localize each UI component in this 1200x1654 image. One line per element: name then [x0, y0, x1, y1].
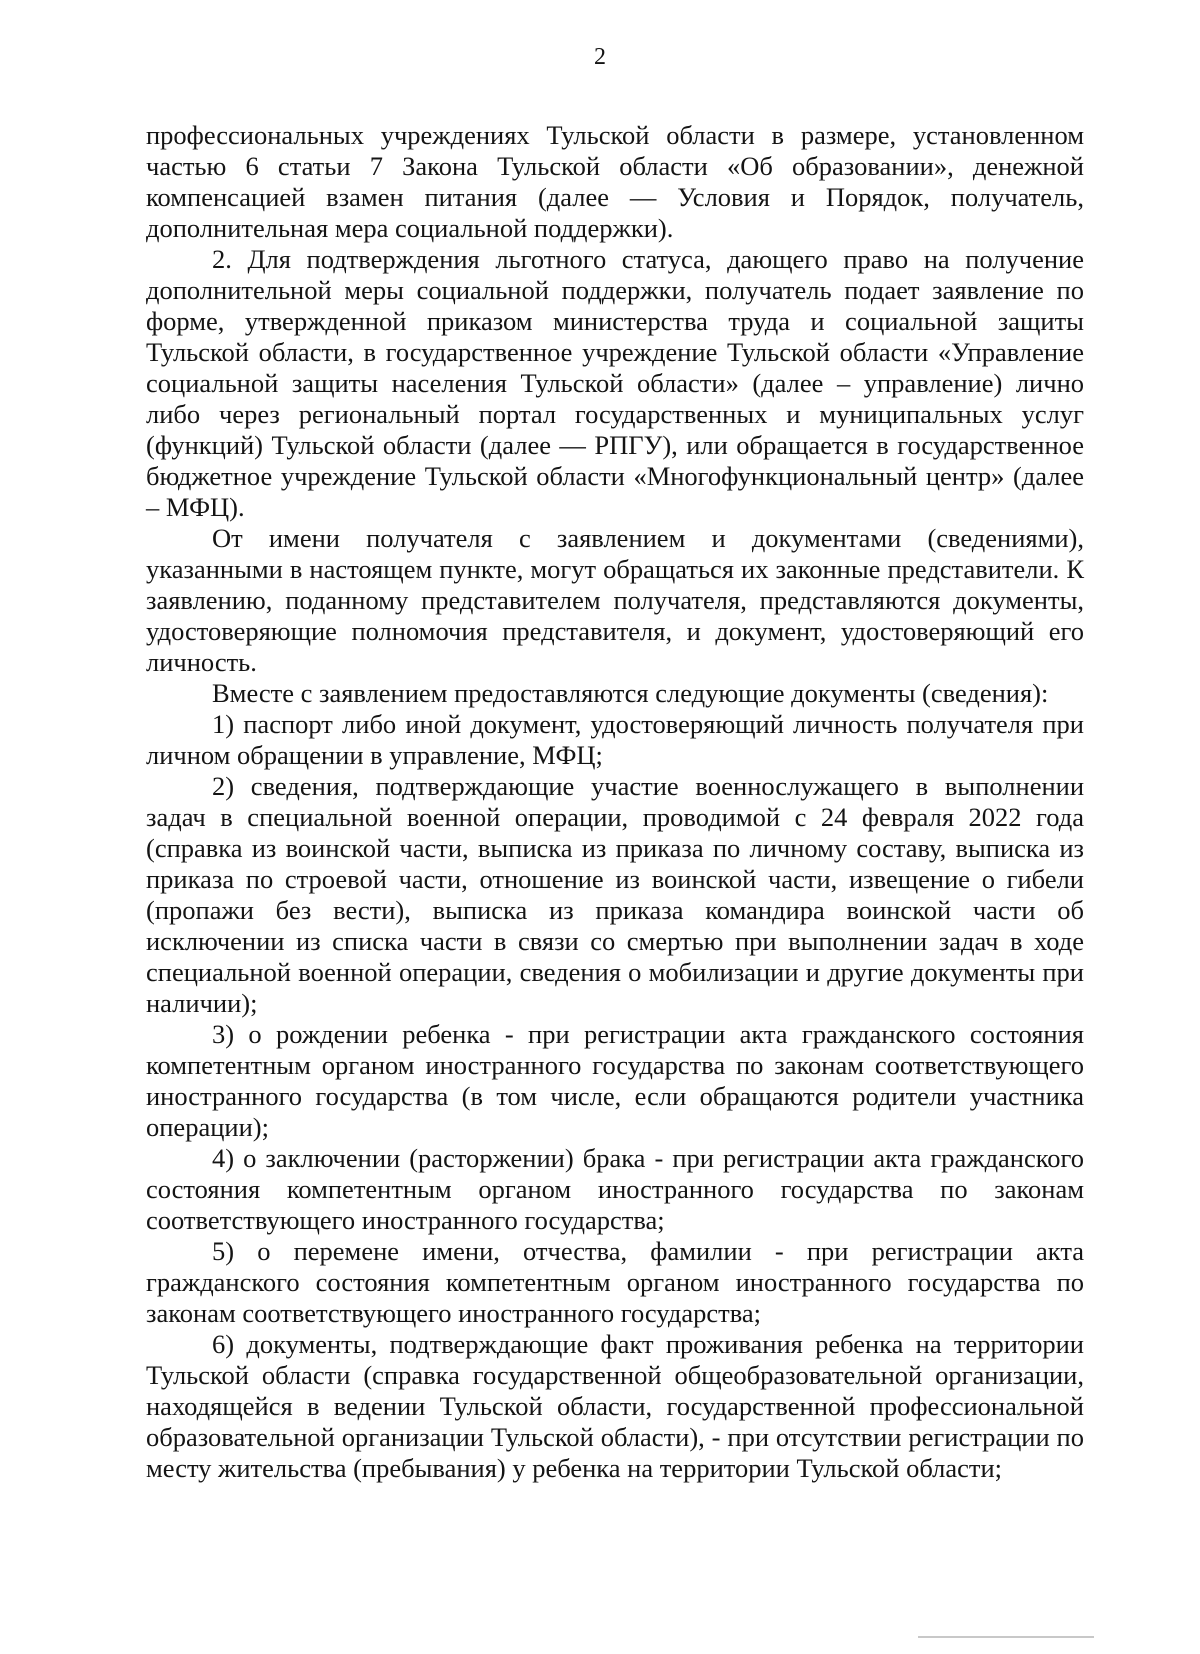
paragraph-documents-intro: Вместе с заявлением предоставляются следующие документы (сведения): — [212, 678, 1049, 708]
scan-edge-line — [918, 1636, 1094, 1638]
list-item-1: 1) паспорт либо иной документ, удостоверяющий личность получателя при личном обращении в управление, МФЦ; — [146, 709, 1084, 770]
list-item-5: 5) о перемене имени, отчества, фамилии - при регистрации акта гражданского состояния компетентным органом иностранного государства по законам соответствующего иностранного государства; — [146, 1236, 1084, 1328]
list-item-6: 6) документы, подтверждающие факт проживания ребенка на территории Тульской области (справка государственной общеобразовательной организации, находящейся в ведении Тульской области, государственной профессиональной образовательной организации Тульской области), - при отсутствии регистрации по месту жительства (пребывания) у ребенка на территории Тульской области; — [146, 1329, 1084, 1483]
paragraph-item-2: 2. Для подтверждения льготного статуса, дающего право на получение дополнительной меры социальной поддержки, получатель подает заявление по форме, утвержденной приказом министерства труда и социальной защиты Тульской области, в государственное учреждение Тульской области «Управление социальной защиты населения Тульской области» (далее – управление) лично либо через региональный портал государственных и муниципальных услуг (функций) Тульской области (далее — РПГУ), или обращается в государственное бюджетное учреждение Тульской области «Многофункциональный центр» (далее – МФЦ). — [146, 244, 1084, 522]
paragraph-continuation: профессиональных учреждениях Тульской области в размере, установленном частью 6 статьи 7 Закона Тульской области «Об образовании», денежной компенсацией взамен питания (далее — Условия и Порядок, получатель, дополнительная мера социальной поддержки). — [146, 120, 1084, 243]
paragraph-representatives: От имени получателя с заявлением и документами (сведениями), указанными в настоящем пункте, могут обращаться их законные представители. К заявлению, поданному представителем получателя, представляются документы, удостоверяющие полномочия представителя, и документ, удостоверяющий его личность. — [146, 523, 1084, 677]
list-item-2: 2) сведения, подтверждающие участие военнослужащего в выполнении задач в специальной военной операции, проводимой с 24 февраля 2022 года (справка из воинской части, выписка из приказа по личному составу, выписка из приказа по строевой части, отношение из воинской части, извещение о гибели (пропажи без вести), выписка из приказа командира воинской части об исключении из списка части в связи со смертью при выполнении задач в ходе специальной военной операции, сведения о мобилизации и другие документы при наличии); — [146, 771, 1084, 1018]
list-item-3: 3) о рождении ребенка - при регистрации акта гражданского состояния компетентным органом иностранного государства по законам соответствующего иностранного государства (в том числе, если обращаются родители участника операции); — [146, 1019, 1084, 1142]
page-number: 2 — [594, 44, 606, 70]
document-body — [146, 120, 1084, 1484]
list-item-4: 4) о заключении (расторжении) брака - при регистрации акта гражданского состояния компетентным органом иностранного государства по законам соответствующего иностранного государства; — [146, 1143, 1084, 1235]
